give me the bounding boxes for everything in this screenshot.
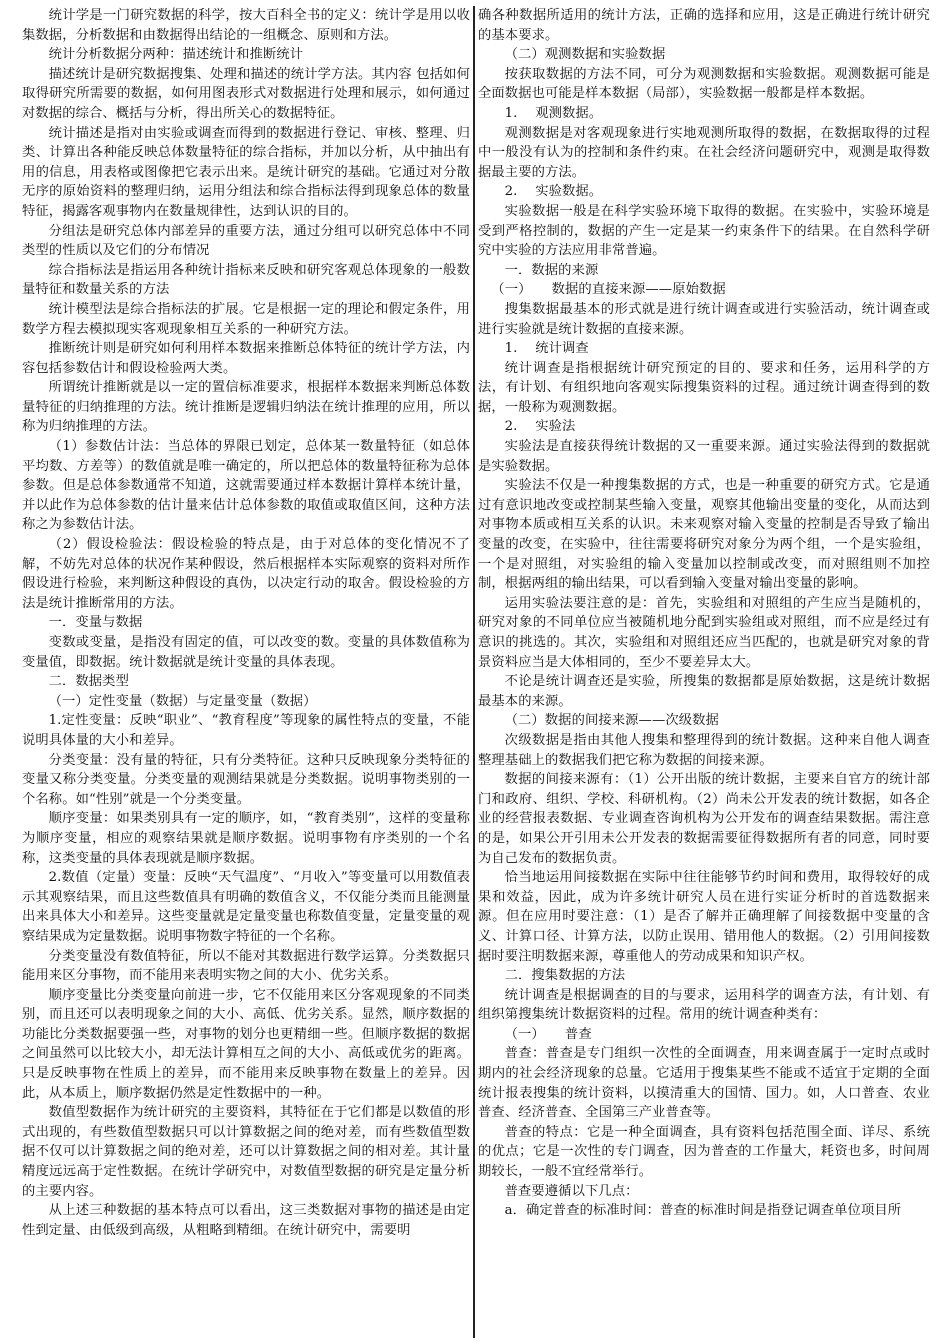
- paragraph: 1.定性变量：反映“职业”、“教育程度”等现象的属性特点的变量，不能说明具体量的大小和差异。: [22, 713, 470, 748]
- paragraph: 1. 统计调查: [504, 341, 589, 357]
- paragraph: 按获取数据的方法不同，可分为观测数据和实验数据。观测数据可能是全面数据也可能是样本数据（局部），实验数据一般都是样本数据。: [478, 66, 930, 102]
- left-column: [22, 6, 470, 1338]
- paragraph: 分类变量没有数值特征，所以不能对其数据进行数学运算。分类数据只能用来区分事物，而不能用来表明实物之间的大小、优劣关系。: [22, 948, 470, 984]
- paragraph: 搜集数据最基本的形式就是进行统计调查或进行实验活动，统计调查或进行实验就是统计数据的直接来源。: [478, 301, 930, 337]
- paragraph: 数值型数据作为统计研究的主要资料，其特征在于它们都是以数值的形式出现的，有些数值型数据只可以计算数据之间的绝对差，而有些数值型数据不仅可以计算数据之间的绝对差，还可以计算数据之间的相对差。其计量精度远远高于定性数据。在统计学研究中，对数值型数据的研究是定量分析的主要内容。: [22, 1105, 470, 1199]
- paragraph: 顺序变量比分类变量向前进一步，它不仅能用来区分客观现象的不同类别，而且还可以表明现象之间的大小、高低、优劣关系。显然，顺序数据的功能比分类数据要强一些，对事物的划分也更精细一些。但顺序数据的数据之间虽然可以比较大小，却无法计算相互之间的大小、高低或优劣的距离。只是反映事物在性质上的差异，而不能用来反映事物在数量上的差异。因此，从本质上，顺序数据仍然是定性数据中的一种。: [22, 987, 470, 1101]
- paragraph: 统计调查是根据调查的目的与要求，运用科学的调查方法，有计划、有组织第搜集统计数据资料的过程。常用的统计调查种类有：: [478, 987, 930, 1023]
- paragraph: 次级数据是指由其他人搜集和整理得到的统计数据。这种来自他人调查整理基础上的数据我们把它称为数据的间接来源。: [478, 732, 930, 768]
- paragraph: 统计学是一门研究数据的科学，按大百科全书的定义：统计学是用以收集数据，分析数据和由数据得出结论的一组概念、原则和方法。: [22, 8, 470, 43]
- paragraph: 普查：普查是专门组织一次性的全面调查，用来调查属于一定时点或时期内的社会经济现象的总量。它适用于搜集某些不能或不适宜于定期的全面统计报表搜集的统计资料，以摸清重大的国情、国力。如，人口普查、农业普查、经济普查、全国第三产业普查等。: [478, 1046, 930, 1121]
- paragraph: 恰当地运用间接数据在实际中往往能够节约时间和费用，取得较好的成果和效益，因此，成为许多统计研究人员在进行实证分析时的首选数据来源。但在应用时要注意：（1）是否了解并正确理解了间接数据中变量的含义、计算口径、计算方法，以防止误用、错用他人的数据。（2）引用间接数据时要注明数据来源，尊重他人的劳动成果和知识产权。: [478, 870, 930, 964]
- paragraph: 1. 观测数据。: [504, 105, 603, 121]
- paragraph: （二）观测数据和实验数据: [504, 47, 666, 63]
- paragraph: 普查的特点：它是一种全面调查，具有资料包括范围全面、详尽、系统的优点；它是一次性的专门调查，因为普查的工作量大，耗资也多，时间周期较长，一般不宜经常举行。: [478, 1124, 930, 1180]
- paragraph: 不论是统计调查还是实验，所搜集的数据都是原始数据，这是统计数据最基本的来源。: [478, 674, 930, 709]
- paragraph: 分组法是研究总体内部差异的重要方法，通过分组可以研究总体中不同类型的性质以及它们的分布情况: [22, 223, 470, 259]
- paragraph: 所谓统计推断就是以一定的置信标准要求，根据样本数据来判断总体数量特征的归纳推理的方法。统计推断是逻辑归纳法在统计推理的应用，所以称为归纳推理的方法。: [22, 380, 470, 435]
- paragraph: 统计分析数据分两种：描述统计和推断统计: [48, 47, 304, 63]
- paragraph: 统计描述是指对由实验或调查而得到的数据进行登记、审核、整理、归类、计算出各种能反映总体数量特征的综合指标，并加以分析，从中抽出有用的信息，用表格或图像把它表示出来。是统计研究的基础。它通过对分散无序的原始资料的整理归纳，运用分组法和综合指标法得到现象总体的数量特征，揭露客观事物内在数量规律性，达到认识的目的。: [22, 125, 470, 219]
- paragraph: （1）参数估计法：当总体的界限已划定，总体某一数量特征（如总体平均数、方差等）的数值就是唯一确定的，所以把总体的数量特征称为总体参数。但是总体参数通常不知道，这就需要通过样本数据计算样本统计量，并以此作为总体参数的估计量来估计总体参数的取值或取值区间，这种方法称之为参数估计法。: [22, 439, 470, 533]
- paragraph: 2.数值（定量）变量：反映“天气温度”、“月收入”等变量可以用数值表示其观察结果，而且这些数值具有明确的数值含义，不仅能分类而且能测量出来具体大小和差异。这些变量就是定量变量也称数值变量，定量变量的观察结果成为定量数据。说明事物数字特征的一个名称。: [22, 870, 470, 944]
- paragraph: 实验数据一般是在科学实验环境下取得的数据。在实验中，实验环境是受到严格控制的，数据的产生一定是某一约束条件下的结果。在自然科学研究中实验的方法应用非常普遍。: [478, 203, 930, 259]
- paragraph: a．确定普查的标准时间：普查的标准时间是指登记调查单位项目所: [504, 1203, 902, 1219]
- paragraph: 推断统计则是研究如何利用样本数据来推断总体特征的统计学方法，内容包括参数估计和假设检验两大类。: [22, 341, 470, 376]
- paragraph: 观测数据是对客观现象进行实地观测所取得的数据，在数据取得的过程中一般没有认为的控制和条件约束。在社会经济问题研究中，观测是取得数据最主要的方法。: [478, 125, 930, 180]
- paragraph: 统计调查是指根据统计研究预定的目的、要求和任务，运用科学的方法，有计划、有组织地向客观实际搜集资料的过程。通过统计调查得到的数据，一般称为观测数据。: [478, 360, 930, 415]
- paragraph: 实验法不仅是一种搜集数据的方式，也是一种重要的研究方式。它是通过有意识地改变或控制某些输入变量，观察其他输出变量的变化，从而达到对事物本质或相互关系的认识。未来观察对输入变量的控制是否导致了输出变量的改变，在实验中，往往需要将研究对象分为两个组，一个是实验组，一个是对照组，对实验组的输入变量加以控制或改变，而对照组则不加控制，根据两组的输出结果，可以看到输入变量对输出变量的影响。: [478, 478, 930, 592]
- paragraph: 2. 实验法: [504, 419, 576, 435]
- paragraph: 统计模型法是综合指标法的扩展。它是根据一定的理论和假定条件，用数学方程去模拟现实客观现象相互关系的一种研究方法。: [22, 301, 470, 337]
- paragraph: 二．搜集数据的方法: [504, 968, 626, 984]
- paragraph: 普查要遵循以下几点：: [504, 1183, 639, 1199]
- right-column: [478, 6, 930, 1338]
- paragraph: （一）定性变量（数据）与定量变量（数据）: [48, 693, 317, 709]
- paragraph: 2. 实验数据。: [504, 184, 603, 200]
- paragraph: 综合指标法是指运用各种统计指标来反映和研究客观总体现象的一般数量特征和数量关系的方法: [22, 262, 470, 298]
- paragraph: 实验法是直接获得统计数据的又一重要来源。通过实验法得到的数据就是实验数据。: [478, 439, 930, 474]
- paragraph: 描述统计是研究数据搜集、处理和描述的统计学方法。其内容 包括如何取得研究所需要的数据，如何用图表形式对数据进行处理和展示，如何通过对数据的综合、概括与分析，得出所关心的数据特征。: [22, 66, 470, 121]
- paragraph: （一） 数据的直接来源——原始数据: [491, 282, 726, 298]
- paragraph: 顺序变量：如果类别具有一定的顺序，如，“教育类别”，这样的变量称为顺序变量，相应的观察结果就是顺序数据。说明事物有序类别的一个名称，这类变量的具体表现就是顺序数据。: [22, 811, 470, 866]
- paragraph: （一） 普查: [504, 1026, 592, 1042]
- paragraph: 确各种数据所适用的统计方法，正确的选择和应用，这是正确进行统计研究的基本要求。: [478, 8, 930, 43]
- paragraph: 运用实验法要注意的是：首先，实验组和对照组的产生应当是随机的，研究对象的不同单位应当被随机地分配到实验组或对照组，而不应是经过有意识的挑选的。其次，实验组和对照组还应当匹配的，也就是研究对象的背景资料应当是大体相同的，至少不要差异太大。: [478, 595, 930, 670]
- paragraph: 数据的间接来源有：（1）公开出版的统计数据，主要来自官方的统计部门和政府、组织、学校、科研机构。（2）尚未公开发表的统计数据，如各企业的经营报表数据、专业调查咨询机构为公开发布的调查结果数据。需注意的是，如果公开引用未公开发表的数据需要征得数据所有者的同意，同时要为自己发布的数据负责。: [478, 772, 930, 866]
- paragraph: 二．数据类型: [48, 674, 129, 690]
- paragraph: （二）数据的间接来源——次级数据: [504, 713, 719, 729]
- column-divider: [473, 6, 475, 1338]
- paragraph: 分类变量：没有量的特征，只有分类特征。这种只反映现象分类特征的变量又称分类变量。分类变量的观测结果就是分类数据。说明事物类别的一个名称。如“性别”就是一个分类变量。: [22, 752, 470, 807]
- paragraph: 一．数据的来源: [504, 262, 599, 278]
- paragraph: 从上述三种数据的基本特点可以看出，这三类数据对事物的描述是由定性到定量、由低级到高级，从粗略到精细。在统计研究中，需要明: [22, 1203, 470, 1238]
- document-page: [22, 6, 930, 1338]
- paragraph: 一．变量与数据: [48, 615, 143, 631]
- paragraph: 变数或变量，是指没有固定的值，可以改变的数。变量的具体数值称为变量值，即数据。统计数据就是统计变量的具体表现。: [22, 635, 470, 670]
- paragraph: （2）假设检验法：假设检验的特点是，由于对总体的变化情况不了解，不妨先对总体的状况作某种假设，然后根据样本实际观察的资料对所作假设进行检验，来判断这种假设的真伪，以决定行动的取舍。假设检验的方法是统计推断常用的方法。: [22, 537, 470, 611]
